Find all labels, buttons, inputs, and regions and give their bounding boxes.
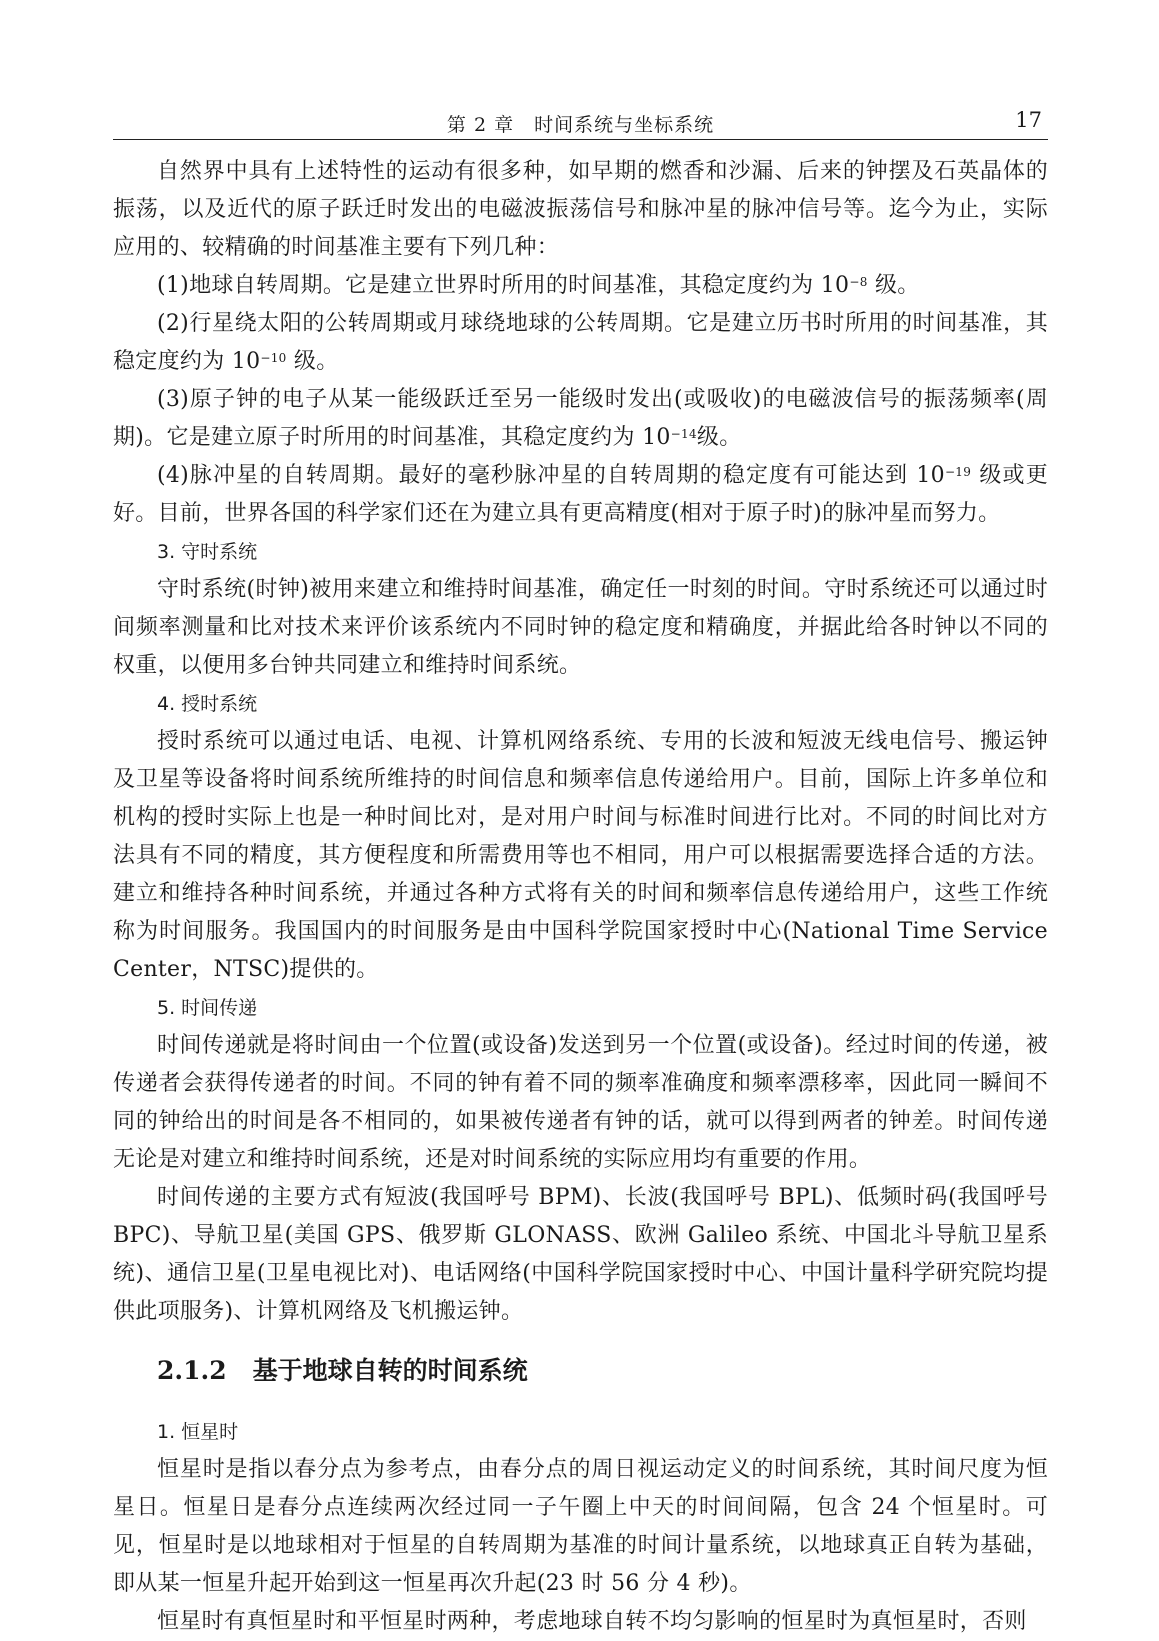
exponent: −14 xyxy=(670,427,697,441)
exponent: −10 xyxy=(260,351,287,365)
heading-time-service: 4. 授时系统 xyxy=(157,693,258,715)
list-item-pulsar: (4)脉冲星的自转周期。最好的毫秒脉冲星的自转周期的稳定度有可能达到 $10^{-19}$ 级或更好。目前，世界各国的科学家们还在为建立具有更高精度(相对于原子时)的脉冲星而努力。 xyxy=(113,463,1048,526)
exponent: −8 xyxy=(849,275,868,289)
list-item-earth-rotation: (1)地球自转周期。它是建立世界时所用的时间基准，其稳定度约为 $10^{-8}$ 级。 xyxy=(157,273,920,298)
section-number: 2.1.2 xyxy=(157,1356,227,1385)
list-item-atomic-clock: (3)原子钟的电子从某一能级跃迁至另一能级时发出(或吸收)的电磁波信号的振荡频率(周期)。它是建立原子时所用的时间基准，其稳定度约为 $10^{-14}$级。 xyxy=(113,387,1048,450)
section-heading-2-1-2 xyxy=(113,1351,1048,1391)
heading-time-transfer: 5. 时间传递 xyxy=(157,997,258,1019)
intro-paragraph: 自然界中具有上述特性的运动有很多种，如早期的燃香和沙漏、后来的钟摆及石英晶体的振荡，以及近代的原子跃迁时发出的电磁波振荡信号和脉冲星的脉冲信号等。迄今为止，实际应用的、较精确的时间基准主要有下列几种： xyxy=(113,159,1048,260)
paragraph-timekeeping: 守时系统(时钟)被用来建立和维持时间基准，确定任一时刻的时间。守时系统还可以通过时间频率测量和比对技术来评价该系统内不同时钟的稳定度和精确度，并据此给各时钟以不同的权重，以便用多台钟共同建立和维持时间系统。 xyxy=(113,577,1048,678)
section-title: 基于地球自转的时间系统 xyxy=(252,1356,528,1385)
page-number: 17 xyxy=(1015,108,1042,132)
running-header xyxy=(113,103,1048,140)
exponent: −19 xyxy=(944,465,972,479)
heading-sidereal-time: 1. 恒星时 xyxy=(157,1421,239,1443)
paragraph-time-service: 授时系统可以通过电话、电视、计算机网络系统、专用的长波和短波无线电信号、搬运钟及卫星等设备将时间系统所维持的时间信息和频率信息传递给用户。目前，国际上许多单位和机构的授时实际上也是一种时间比对，是对用户时间与标准时间进行比对。不同的时间比对方法具有不同的精度，其方便程度和所需费用等也不相同，用户可以根据需要选择合适的方法。建立和维持各种时间系统，并通过各种方式将有关的时间和频率信息传递给用户，这些工作统称为时间服务。我国国内的时间服务是由中国科学院国家授时中心(National Time Service Center，NTSC)提供的。 xyxy=(113,729,1048,982)
page-body xyxy=(113,153,1048,1641)
paragraph-sidereal-2: 恒星时有真恒星时和平恒星时两种，考虑地球自转不均匀影响的恒星时为真恒星时，否则 xyxy=(157,1609,1027,1634)
heading-timekeeping: 3. 守时系统 xyxy=(157,541,258,563)
paragraph-time-transfer-2: 时间传递的主要方式有短波(我国呼号 BPM)、长波(我国呼号 BPL)、低频时码(我国呼号 BPC)、导航卫星(美国 GPS、俄罗斯 GLONASS、欧洲 Galileo 系统、中国北斗导航卫星系统)、通信卫星(卫星电视比对)、电话网络(中国科学院国家授时中心、中国计量科学研究院均提供此项服务)、计算机网络及飞机搬运钟。 xyxy=(113,1185,1048,1324)
paragraph-sidereal-1: 恒星时是指以春分点为参考点，由春分点的周日视运动定义的时间系统，其时间尺度为恒星日。恒星日是春分点连续两次经过同一子午圈上中天的时间间隔，包含 24 个恒星时。可见，恒星时是以地球相对于恒星的自转周期为基准的时间计量系统，以地球真正自转为基础，即从某一恒星升起开始到这一恒星再次升起(23 时 56 分 4 秒)。 xyxy=(113,1457,1048,1596)
chapter-title: 第 2 章 时间系统与坐标系统 xyxy=(446,114,715,136)
paragraph-time-transfer-1: 时间传递就是将时间由一个位置(或设备)发送到另一个位置(或设备)。经过时间的传递，被传递者会获得传递者的时间。不同的钟有着不同的频率准确度和频率漂移率，因此同一瞬间不同的钟给出的时间是各不相同的，如果被传递者有钟的话，就可以得到两者的钟差。时间传递无论是对建立和维持时间系统，还是对时间系统的实际应用均有重要的作用。 xyxy=(113,1033,1048,1172)
list-item-orbital-period: (2)行星绕太阳的公转周期或月球绕地球的公转周期。它是建立历书时所用的时间基准，其稳定度约为 $10^{-10}$ 级。 xyxy=(113,311,1048,374)
